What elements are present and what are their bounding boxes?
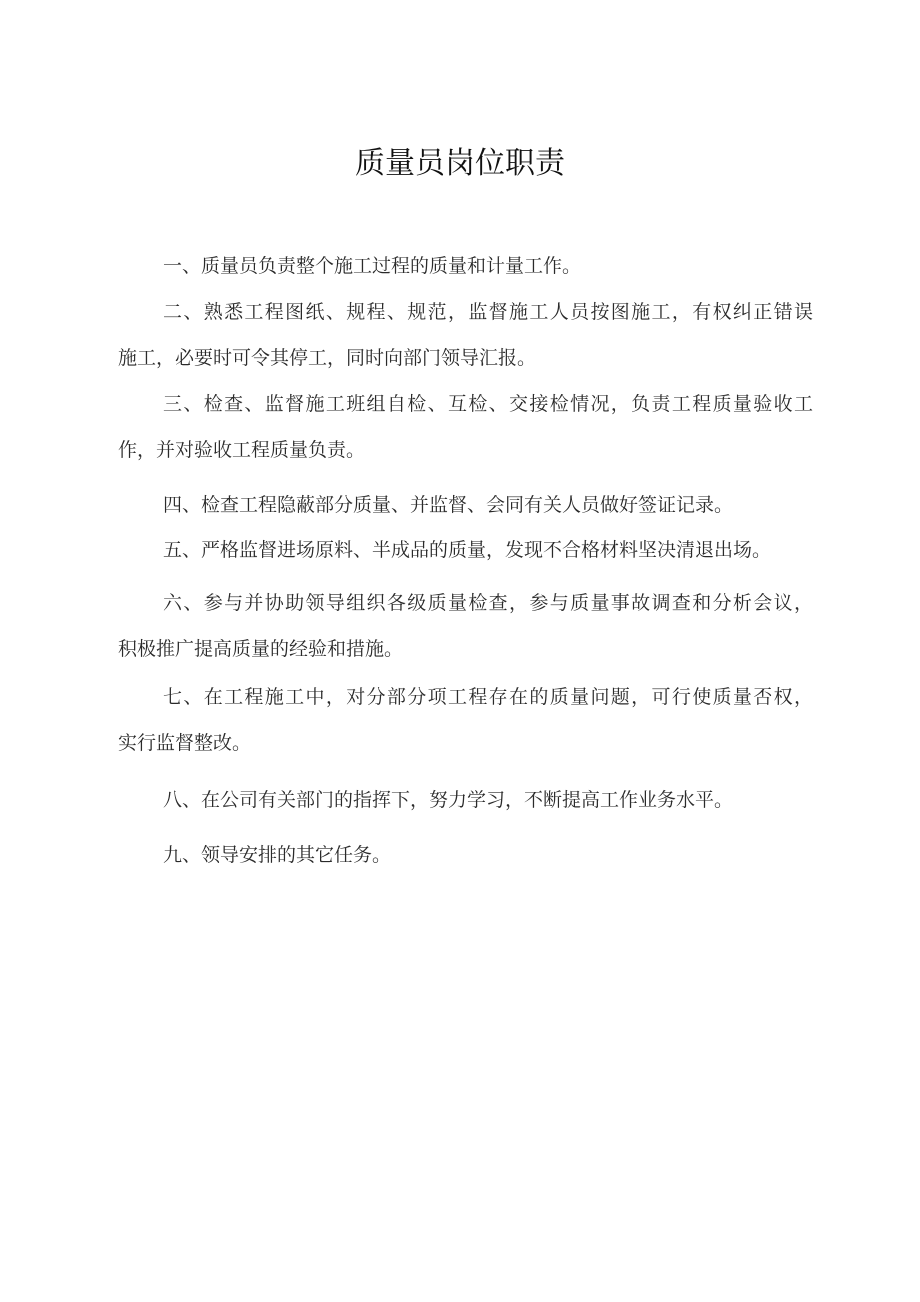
paragraph-8-line-1: 八、在公司有关部门的指挥下，努力学习，不断提高工作业务水平。 — [163, 789, 734, 811]
paragraph-9-line-1: 九、领导安排的其它任务。 — [163, 844, 392, 866]
paragraph-7-line-2: 实行监督整改。 — [118, 732, 252, 754]
document-title: 质量员岗位职责 — [355, 146, 565, 181]
paragraph-2-line-2: 施工，必要时可令其停工，同时向部门领导汇报。 — [118, 347, 537, 369]
paragraph-5-line-1: 五、严格监督进场原料、半成品的质量，发现不合格材料坚决清退出场。 — [163, 539, 772, 561]
paragraph-3-line-2: 作，并对验收工程质量负责。 — [118, 439, 366, 461]
paragraph-7-line-1: 七、在工程施工中，对分部分项工程存在的质量问题，可行使质量否权， — [163, 686, 813, 708]
paragraph-3-line-1: 三、检查、监督施工班组自检、互检、交接检情况，负责工程质量验收工 — [163, 393, 813, 415]
paragraph-6-line-1: 六、参与并协助领导组织各级质量检查，参与质量事故调查和分析会议， — [163, 592, 813, 614]
paragraph-1-line-1: 一、质量员负责整个施工过程的质量和计量工作。 — [163, 255, 582, 277]
paragraph-2-line-1: 二、熟悉工程图纸、规程、规范，监督施工人员按图施工，有权纠正错误 — [163, 301, 813, 323]
paragraph-6-line-2: 积极推广提高质量的经验和措施。 — [118, 638, 404, 660]
paragraph-4-line-1: 四、检查工程隐蔽部分质量、并监督、会同有关人员做好签证记录。 — [163, 494, 734, 516]
